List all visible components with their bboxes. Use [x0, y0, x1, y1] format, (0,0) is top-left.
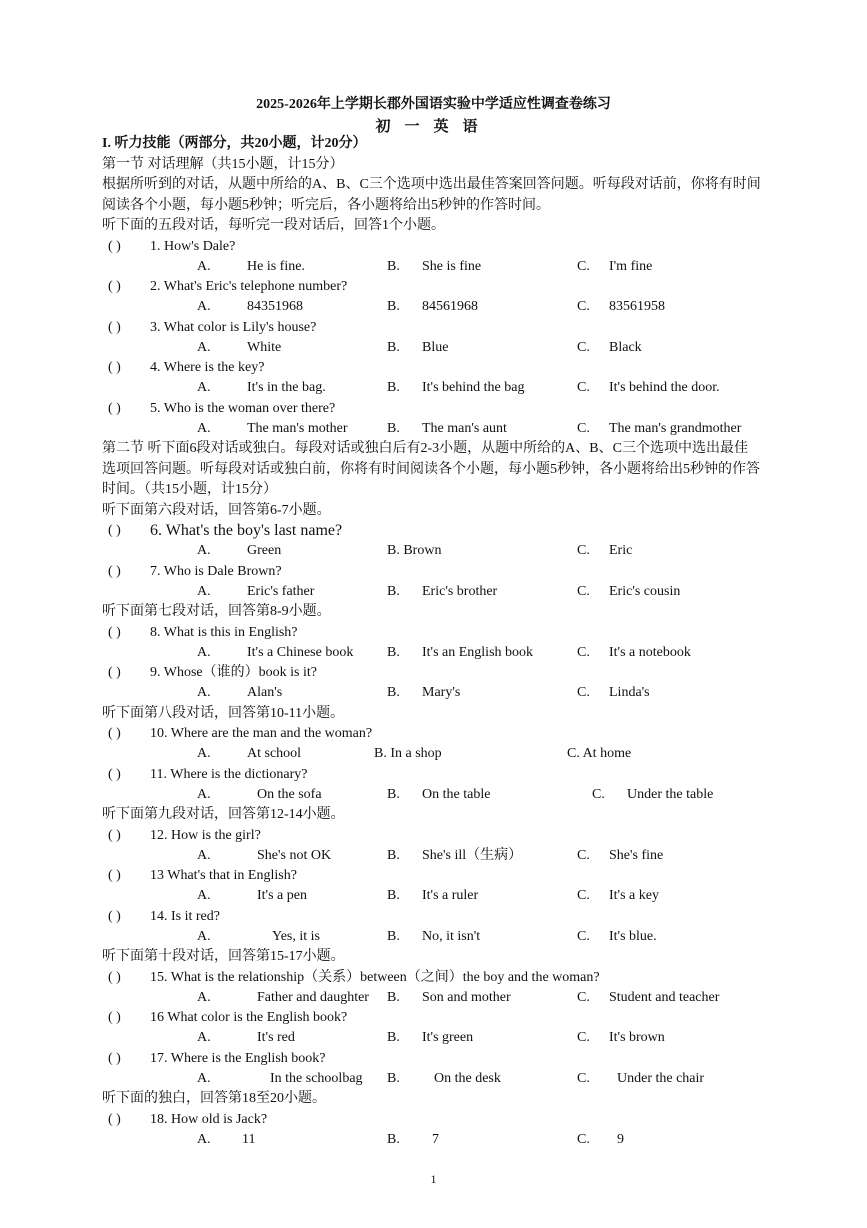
question-text: 6. What's the boy's last name?	[150, 522, 343, 539]
question-text: 18. How old is Jack?	[150, 1111, 268, 1127]
option-a-label: A.	[197, 543, 211, 558]
options-6	[102, 541, 782, 562]
part2-instructions-2: 选项回答问题。听每段对话或独白前，你将有时间阅读各个小题，每小题5秒钟，各小题将给出5秒钟的作答	[102, 461, 760, 477]
option-a-label: A.	[197, 888, 211, 903]
answer-blank[interactable]: ( )	[108, 726, 121, 741]
option-a-label: A.	[197, 685, 211, 700]
option-a-text: It's a Chinese book	[247, 644, 354, 660]
answer-blank[interactable]: ( )	[108, 400, 121, 416]
answer-blank[interactable]: ( )	[108, 319, 121, 335]
option-c-text: She's fine	[609, 847, 664, 863]
options-3	[102, 338, 782, 359]
option-b-text: It's green	[422, 1030, 474, 1045]
answer-blank[interactable]: ( )	[108, 665, 121, 680]
option-c-label: C.	[577, 543, 590, 558]
answer-blank[interactable]: ( )	[108, 827, 121, 843]
question-text: 8. What is this in English?	[150, 624, 298, 640]
option-b-text: No, it isn't	[422, 928, 481, 944]
part2-instructions-1: 第二节 听下面6段对话或独白。每段对话或独白后有2-3小题，从题中所给的A、B、C三个选项中选出最佳	[102, 441, 748, 456]
option-a-text: It's red	[257, 1030, 295, 1045]
page-number: 1	[430, 1172, 437, 1186]
option-a-label: A.	[197, 746, 211, 761]
part2-instructions-3: 时间。（共15小题，计15分）	[102, 482, 277, 497]
question-text: 7. Who is Dale Brown?	[150, 563, 282, 579]
option-c-text: Under the table	[627, 786, 714, 802]
option-b-text: Mary's	[422, 685, 461, 700]
options-9	[102, 683, 782, 704]
option-b-label: B.	[387, 583, 400, 599]
question-text: 14. Is it red?	[150, 908, 220, 924]
options-11	[102, 785, 782, 806]
option-b-label: B.	[387, 1070, 400, 1086]
question-15	[102, 968, 782, 988]
option-a-text: He is fine.	[247, 258, 305, 274]
option-a-text: Green	[247, 543, 282, 558]
option-a-text: It's a pen	[257, 888, 307, 903]
option-a-label: A.	[197, 644, 211, 660]
option-a-text: Alan's	[247, 685, 283, 700]
answer-blank[interactable]: ( )	[108, 908, 121, 924]
option-a-text: In the schoolbag	[270, 1070, 363, 1086]
answer-blank[interactable]: ( )	[108, 766, 121, 782]
part1-instructions-1: 根据所听到的对话，从题中所给的A、B、C三个选项中选出最佳答案回答问题。听每段对话前，你将有时间	[102, 177, 761, 192]
option-c-text: Linda's	[609, 685, 650, 700]
option-c-label: C.	[577, 339, 590, 355]
options-15	[102, 988, 782, 1009]
question-8	[102, 623, 782, 643]
option-b-text: On the table	[422, 786, 491, 802]
question-text: 12. How is the girl?	[150, 827, 261, 843]
exam-content	[102, 134, 782, 1150]
group-heading-6: 听下面第六段对话，回答第6-7小题。	[102, 502, 331, 518]
answer-blank[interactable]: ( )	[108, 624, 121, 640]
question-text: 17. Where is the English book?	[150, 1050, 326, 1066]
question-text: 11. Where is the dictionary?	[150, 766, 308, 782]
option-b-label: B.	[387, 339, 400, 355]
option-b-label: B.	[387, 1131, 400, 1147]
option-b-label: B.	[387, 420, 400, 436]
option-c-text: It's behind the door.	[609, 380, 720, 395]
option-a-text: She's not OK	[257, 847, 332, 863]
option-a-text: Eric's father	[247, 583, 315, 599]
question-text: 10. Where are the man and the woman?	[150, 726, 373, 741]
answer-blank[interactable]: ( )	[108, 969, 121, 985]
option-c-text: I'm fine	[609, 258, 653, 274]
answer-blank[interactable]: ( )	[108, 563, 121, 579]
answer-blank[interactable]: ( )	[108, 868, 121, 883]
option-c-label: C.	[577, 1070, 590, 1086]
option-c-label: C.	[577, 1030, 590, 1045]
options-7	[102, 582, 782, 603]
question-text: 4. Where is the key?	[150, 360, 265, 375]
option-b-label: B.	[387, 258, 400, 274]
option-a-label: A.	[197, 1030, 211, 1045]
option-c-label: C.	[577, 928, 590, 944]
option-b-label: B.	[387, 380, 400, 395]
group-heading-9: 听下面第九段对话，回答第12-14小题。	[102, 807, 345, 822]
option-c-text: It's brown	[609, 1030, 665, 1045]
option-c-text: It's a notebook	[609, 644, 691, 660]
question-6	[102, 521, 782, 541]
question-text: 3. What color is Lily's house?	[150, 319, 317, 335]
option-c-text: C. At home	[567, 746, 632, 761]
option-c-text: Eric	[609, 543, 633, 558]
options-12	[102, 846, 782, 867]
question-11	[102, 765, 782, 785]
option-a-label: A.	[197, 583, 211, 599]
answer-blank[interactable]: ( )	[108, 360, 121, 375]
options-13	[102, 886, 782, 907]
question-12	[102, 826, 782, 846]
option-c-label: C.	[577, 847, 590, 863]
option-b-text: Blue	[422, 339, 449, 355]
option-c-text: Black	[609, 339, 642, 355]
option-b-text: It's an English book	[422, 644, 534, 660]
option-a-label: A.	[197, 989, 211, 1005]
option-b-label: B.	[387, 685, 400, 700]
option-b-text: She is fine	[422, 258, 482, 274]
option-a-text: On the sofa	[257, 786, 322, 802]
group-heading-11: 听下面的独白，回答第18至20小题。	[102, 1091, 326, 1106]
option-c-text: The man's grandmother	[609, 420, 742, 436]
answer-blank[interactable]: ( )	[108, 279, 121, 294]
question-text: 5. Who is the woman over there?	[150, 400, 336, 416]
options-10	[102, 744, 782, 765]
option-b-text: 84561968	[422, 299, 478, 314]
group-heading-10: 听下面第十段对话，回答第15-17小题。	[102, 949, 345, 964]
question-1	[102, 237, 782, 257]
option-a-text: It's in the bag.	[247, 380, 326, 395]
option-b-text: She's ill（生病）	[422, 847, 523, 863]
option-c-text: It's blue.	[609, 928, 657, 944]
question-5	[102, 399, 782, 419]
option-b-label: B.	[387, 888, 400, 903]
option-c-label: C.	[577, 1131, 590, 1147]
option-b-text: B. Brown	[387, 543, 442, 558]
page-subtitle: 初一英语	[375, 119, 492, 135]
option-a-label: A.	[197, 380, 211, 395]
option-c-text: It's a key	[609, 888, 659, 903]
option-a-text: 11	[242, 1131, 256, 1147]
option-c-text: Student and teacher	[609, 989, 720, 1005]
options-8	[102, 643, 782, 664]
option-a-text: Father and daughter	[257, 989, 369, 1005]
option-a-label: A.	[197, 1070, 211, 1086]
option-c-label: C.	[577, 989, 590, 1005]
option-a-label: A.	[197, 339, 211, 355]
options-4	[102, 378, 782, 399]
question-text: 13 What's that in English?	[150, 868, 297, 883]
option-c-label: C.	[592, 786, 605, 802]
option-b-text: The man's aunt	[422, 420, 507, 436]
option-b-label: B.	[387, 847, 400, 863]
option-b-text: It's behind the bag	[422, 380, 525, 395]
question-13	[102, 866, 782, 886]
option-a-label: A.	[197, 420, 211, 436]
option-b-label: B.	[387, 928, 400, 944]
question-14	[102, 907, 782, 927]
option-c-text: Under the chair	[617, 1070, 705, 1086]
option-c-label: C.	[577, 583, 590, 599]
question-17	[102, 1049, 782, 1069]
option-b-label: B.	[387, 1030, 400, 1045]
question-3	[102, 318, 782, 338]
group-heading-8: 听下面第八段对话，回答第10-11小题。	[102, 705, 345, 721]
answer-blank[interactable]: ( )	[108, 238, 121, 254]
question-text: 16 What color is the English book?	[150, 1010, 348, 1025]
option-c-text: 9	[617, 1131, 624, 1147]
answer-blank[interactable]: ( )	[108, 523, 121, 538]
option-c-text: Eric's cousin	[609, 583, 681, 599]
question-16	[102, 1008, 782, 1028]
option-b-text: On the desk	[434, 1070, 501, 1086]
option-b-label: B.	[387, 989, 400, 1005]
option-c-text: 83561958	[609, 299, 665, 314]
option-b-text: B. In a shop	[374, 746, 442, 761]
answer-blank[interactable]: ( )	[108, 1010, 121, 1025]
part1-instructions-2: 阅读各个小题，每小题5秒钟；听完后，各小题将给出5秒钟的作答时间。	[102, 197, 550, 213]
option-a-label: A.	[197, 786, 211, 802]
answer-blank[interactable]: ( )	[108, 1111, 121, 1127]
option-c-label: C.	[577, 685, 590, 700]
options-1	[102, 257, 782, 278]
options-5	[102, 419, 782, 440]
option-c-label: C.	[577, 644, 590, 660]
option-b-text: Son and mother	[422, 989, 511, 1005]
option-c-label: C.	[577, 420, 590, 436]
group-heading-7: 听下面第七段对话，回答第8-9小题。	[102, 604, 331, 619]
option-a-text: The man's mother	[247, 420, 348, 436]
question-text: 2. What's Eric's telephone number?	[150, 279, 348, 294]
options-16	[102, 1028, 782, 1049]
question-18	[102, 1110, 782, 1130]
option-a-text: At school	[247, 746, 302, 761]
section-heading: I. 听力技能（两部分，共20小题，计20分）	[102, 136, 367, 151]
question-9	[102, 663, 782, 683]
option-a-label: A.	[197, 847, 211, 863]
options-18	[102, 1130, 782, 1151]
answer-blank[interactable]: ( )	[108, 1050, 121, 1066]
option-c-label: C.	[577, 888, 590, 903]
option-a-text: White	[247, 339, 282, 355]
option-b-text: It's a ruler	[422, 888, 479, 903]
options-14	[102, 927, 782, 948]
question-text: 9. Whose（谁的）book is it?	[150, 665, 317, 680]
option-c-label: C.	[577, 258, 590, 274]
options-17	[102, 1069, 782, 1090]
part1-heading: 第一节 对话理解（共15小题，计15分）	[102, 156, 344, 172]
question-7	[102, 562, 782, 582]
options-2	[102, 297, 782, 318]
option-b-label: B.	[387, 299, 400, 314]
question-4	[102, 358, 782, 378]
part1-instructions-3: 听下面的五段对话，每听完一段对话后，回答1个小题。	[102, 218, 445, 233]
option-a-label: A.	[197, 928, 211, 944]
question-text: 1. How's Dale?	[150, 238, 236, 254]
question-10	[102, 724, 782, 744]
option-b-label: B.	[387, 644, 400, 660]
option-a-label: A.	[197, 258, 211, 274]
option-b-text: 7	[432, 1131, 439, 1147]
option-b-text: Eric's brother	[422, 583, 498, 599]
question-2	[102, 277, 782, 297]
option-a-text: 84351968	[247, 299, 303, 314]
option-a-label: A.	[197, 1131, 211, 1147]
page-title: 2025-2026年上学期长郡外国语实验中学适应性调查卷练习	[256, 97, 611, 112]
option-a-text: Yes, it is	[272, 928, 320, 944]
option-b-label: B.	[387, 786, 400, 802]
option-c-label: C.	[577, 380, 590, 395]
option-c-label: C.	[577, 299, 590, 314]
question-text: 15. What is the relationship（关系）between（之间）the boy and the woman?	[150, 969, 600, 985]
option-a-label: A.	[197, 299, 211, 314]
